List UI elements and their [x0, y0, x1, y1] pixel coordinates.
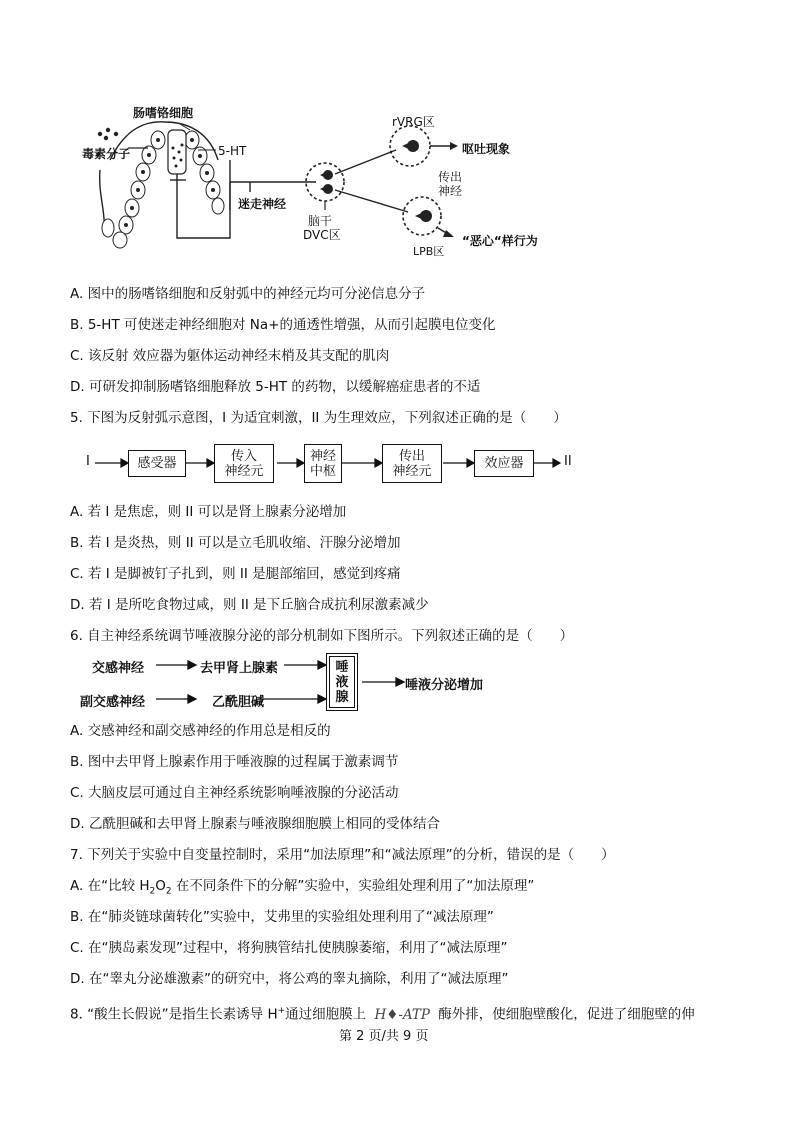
enzyme-formula: H♦-ATP — [374, 1006, 430, 1023]
label-dvc: DVC区 — [303, 228, 341, 242]
label-vomit: 呕吐现象 — [462, 142, 511, 156]
q7-option-c: C. 在“胰岛素发现”过程中，将狗胰管结扎使胰腺萎缩，利用了“减法原理” — [70, 940, 508, 956]
label-enterochromaffin: 肠嗜铬细胞 — [133, 106, 194, 120]
label-norepinephrine: 去甲肾上腺素 — [200, 661, 279, 676]
q5-option-c: C. 若 I 是脚被钉子扎到，则 II 是腿部缩回，感觉到疼痛 — [70, 566, 401, 582]
q5-effect-label: II — [564, 454, 572, 469]
enterochromaffin-cell — [168, 130, 186, 174]
box-effector: 效应器 — [474, 450, 534, 477]
label-saliva-increase: 唾液分泌增加 — [405, 678, 484, 693]
label-efferent-2: 神经 — [438, 184, 463, 198]
label-acetylcholine: 乙酰胆碱 — [212, 695, 265, 710]
q4-option-d: D. 可研发抑制肠嗜铬细胞释放 5-HT 的药物，以缓解癌症患者的不适 — [70, 379, 481, 395]
q4-option-b: B. 5-HT 可使迷走神经细胞对 Na+的通透性增强，从而引起膜电位变化 — [70, 317, 496, 333]
q5-stem: 5. 下图为反射弧示意图，I 为适宜刺激，II 为生理效应，下列叙述正确的是（ ） — [70, 410, 567, 426]
box-afferent-neuron: 传入 神经元 — [214, 444, 274, 483]
label-sympathetic: 交感神经 — [92, 661, 145, 676]
q4-option-a: A. 图中的肠嗜铬细胞和反射弧中的神经元均可分泌信息分子 — [70, 286, 426, 302]
q8-stem: 8. “酸生长假说”是指生长素诱导 H+通过细胞膜上 H♦-ATP 酶外排，使细胞壁酸化，促进了细胞壁的伸 — [70, 1006, 695, 1023]
label-toxin: 毒素分子 — [82, 147, 131, 161]
salivary-regulation-arrows — [150, 652, 410, 710]
toxin-molecules — [98, 128, 118, 140]
q7-option-b: B. 在“肺炎链球菌转化”实验中，艾弗里的实验组处理利用了“减法原理” — [70, 909, 494, 925]
page-number: 第 2 页/共 9 页 — [339, 1029, 429, 1044]
q7-option-d: D. 在“睾丸分泌雄激素”的研究中，将公鸡的睾丸摘除，利用了“减法原理” — [70, 971, 509, 987]
q6-option-b: B. 图中去甲肾上腺素作用于唾液腺的过程属于激素调节 — [70, 754, 399, 770]
label-vagus: 迷走神经 — [238, 197, 287, 211]
box-nerve-center: 神经 中枢 — [304, 444, 342, 483]
label-nausea: “恶心“样行为 — [462, 234, 538, 248]
q5-option-d: D. 若 I 是所吃食物过咸，则 II 是下丘脑合成抗利尿激素减少 — [70, 597, 429, 613]
q6-stem: 6. 自主神经系统调节唾液腺分泌的部分机制如下图所示。下列叙述正确的是（ ） — [70, 628, 574, 644]
label-lpb: LPB区 — [413, 245, 445, 258]
q6-option-d: D. 乙酰胆碱和去甲肾上腺素与唾液腺细胞膜上相同的受体结合 — [70, 816, 440, 832]
label-parasympathetic: 副交感神经 — [80, 695, 146, 710]
box-receptor: 感受器 — [128, 450, 186, 477]
q5-stimulus-label: I — [86, 454, 90, 469]
q7-option-a: A. 在“比较 $H_2O_2$ 在不同条件下的分解”实验中，实验组处理利用了“加法原理” — [70, 878, 535, 897]
q5-option-a: A. 若 I 是焦虑，则 II 可以是肾上腺素分泌增加 — [70, 504, 347, 520]
q6-option-c: C. 大脑皮层可通过自主神经系统影响唾液腺的分泌活动 — [70, 785, 399, 801]
q4-option-c: C. 该反射 效应器为躯体运动神经末梢及其支配的肌肉 — [70, 348, 390, 364]
q6-option-a: A. 交感神经和副交感神经的作用总是相反的 — [70, 723, 331, 739]
box-salivary-gland: 唾 液 腺 — [329, 656, 355, 708]
label-brainstem: 脑干 — [308, 214, 333, 228]
q5-option-b: B. 若 I 是炎热，则 II 可以是立毛肌收缩、汗腺分泌增加 — [70, 535, 401, 551]
label-rvrg: rVRG区 — [392, 115, 435, 129]
box-efferent-neuron: 传出 神经元 — [382, 444, 442, 483]
q7-stem: 7. 下列关于实验中自变量控制时，采用“加法原理”和“减法原理”的分析，错误的是（ ） — [70, 847, 615, 863]
label-5ht: 5-HT — [218, 144, 247, 158]
label-efferent-1: 传出 — [438, 170, 463, 184]
